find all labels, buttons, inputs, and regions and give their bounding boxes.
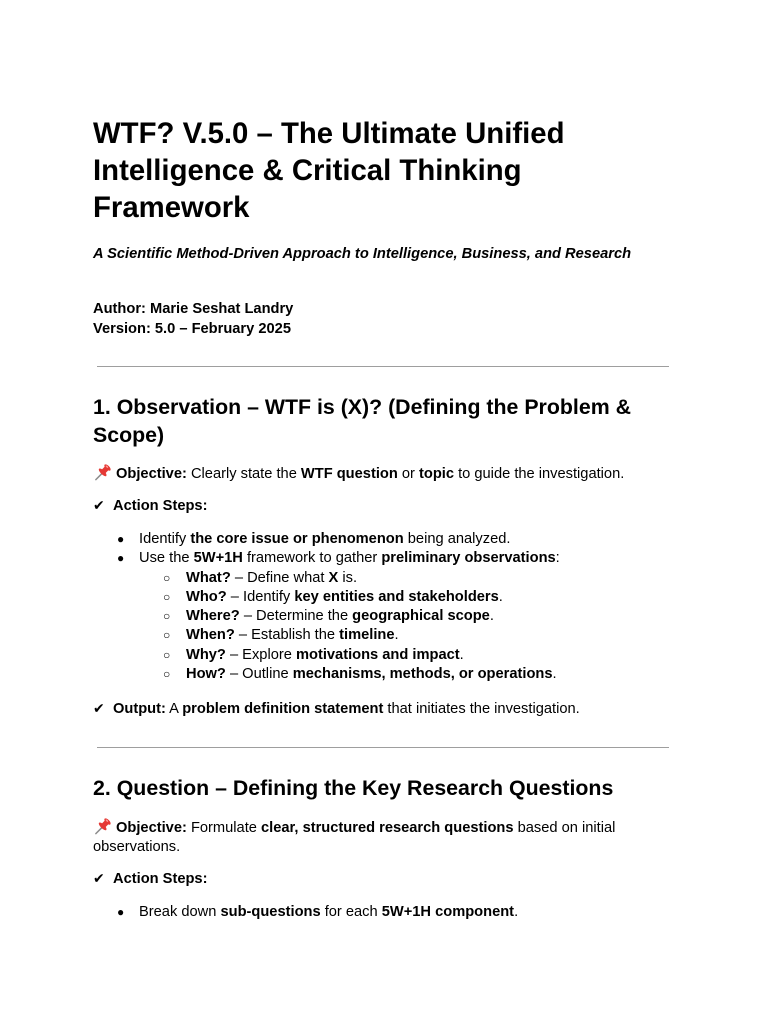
text-segment: – Explore [225, 646, 296, 663]
list-item [93, 549, 675, 568]
text-segment: being analyzed. [403, 531, 511, 547]
text-segment: Use the [139, 550, 194, 567]
action-steps-label: Action Steps: [113, 871, 208, 887]
bold-term: 5W+1H [193, 550, 243, 567]
pushpin-icon [93, 463, 112, 482]
text-segment: for each [320, 904, 382, 920]
output-label: Output: [113, 701, 166, 717]
text-segment: is. [338, 569, 358, 586]
list-item [93, 903, 675, 922]
sub-list-item [93, 665, 675, 684]
text-segment: to guide the investigation. [454, 466, 625, 482]
bold-term: mechanisms, methods, or operations [292, 666, 553, 683]
text-segment: A [165, 701, 183, 717]
text-segment: that initiates the investigation. [383, 701, 580, 717]
bold-term: X [328, 569, 339, 586]
action-steps-heading [93, 497, 675, 516]
text-segment: – Outline [225, 666, 293, 683]
hollow-bullet-icon: ○ [163, 667, 171, 682]
document-title: WTF? V.5.0 – The Ultimate Unified Intelligence & Critical Thinking Framework [93, 117, 565, 224]
bold-term: 5W+1H component [381, 904, 515, 920]
bold-term: How? [186, 666, 226, 683]
text-segment: . [514, 904, 519, 920]
objective-label: Objective: [116, 466, 187, 482]
bold-term: key entities and stakeholders [294, 588, 499, 605]
author-line: Author: Marie Seshat Landry [93, 301, 294, 317]
action-steps-list [93, 530, 675, 684]
version-line: Version: 5.0 – February 2025 [93, 321, 291, 337]
text-segment: . [498, 588, 503, 605]
output-paragraph [93, 700, 675, 719]
text-segment: Break down [139, 904, 221, 920]
check-icon: ✔ [93, 871, 105, 887]
sub-list-item [93, 646, 675, 665]
section-heading-question: 2. Question – Defining the Key Research Questions [93, 776, 614, 800]
objective-paragraph [93, 463, 675, 484]
bold-term: topic [419, 466, 455, 482]
text-segment: . [459, 646, 464, 663]
hollow-bullet-icon: ○ [163, 647, 171, 662]
bold-term: Why? [186, 646, 226, 663]
list-item [93, 530, 675, 549]
bold-term: clear, structured research questions [261, 820, 514, 836]
bold-term: timeline [339, 627, 395, 644]
text-segment: . [394, 627, 399, 644]
text-segment: framework to gather [242, 550, 382, 567]
document-subtitle: A Scientific Method-Driven Approach to Intelligence, Business, and Research [93, 246, 632, 262]
objective-label: Objective: [116, 820, 187, 836]
objective-paragraph [93, 817, 675, 858]
text-segment: – Identify [226, 588, 295, 605]
bold-term: preliminary observations [381, 550, 556, 567]
text-segment: . [489, 608, 494, 625]
action-steps-label: Action Steps: [113, 498, 208, 514]
check-icon: ✔ [93, 701, 105, 717]
bold-term: WTF question [300, 466, 398, 482]
text-segment: – Determine the [239, 608, 353, 625]
hollow-bullet-icon: ○ [163, 589, 171, 604]
text-segment: Clearly state the [186, 466, 301, 482]
bold-term: problem definition statement [182, 701, 384, 717]
text-segment: or [397, 466, 419, 482]
horizontal-rule [97, 366, 669, 367]
action-steps-heading [93, 870, 675, 889]
text-segment: : [555, 550, 560, 567]
bold-term: sub-questions [220, 904, 321, 920]
bold-term: When? [186, 627, 235, 644]
bold-term: Where? [186, 608, 240, 625]
pushpin-icon [93, 817, 112, 836]
bold-term: the core issue or phenomenon [190, 531, 404, 547]
text-segment: based on initial observations. [93, 820, 616, 856]
text-segment: . [552, 666, 557, 683]
text-segment: Identify [139, 531, 191, 547]
text-segment: – Define what [230, 569, 329, 586]
bold-term: motivations and impact [295, 646, 460, 663]
text-segment: Formulate [186, 820, 261, 836]
action-steps-list [93, 903, 675, 922]
bold-term: Who? [186, 588, 227, 605]
bold-term: What? [186, 569, 231, 586]
check-icon: ✔ [93, 498, 105, 514]
hollow-bullet-icon: ○ [163, 628, 171, 643]
horizontal-rule [97, 747, 669, 748]
bullet-icon: ● [117, 905, 125, 919]
sub-list-item [93, 626, 675, 645]
text-segment: – Establish the [234, 627, 340, 644]
bold-term: geographical scope [352, 608, 490, 625]
bullet-icon: ● [117, 551, 125, 566]
hollow-bullet-icon: ○ [163, 609, 171, 624]
sub-list-item [93, 588, 675, 607]
sub-list-item [93, 569, 675, 588]
sub-list-item [93, 607, 675, 626]
bullet-icon: ● [117, 532, 125, 546]
hollow-bullet-icon: ○ [163, 570, 171, 585]
section-heading-observation: 1. Observation – WTF is (X)? (Defining the Problem & Scope) [93, 395, 631, 447]
